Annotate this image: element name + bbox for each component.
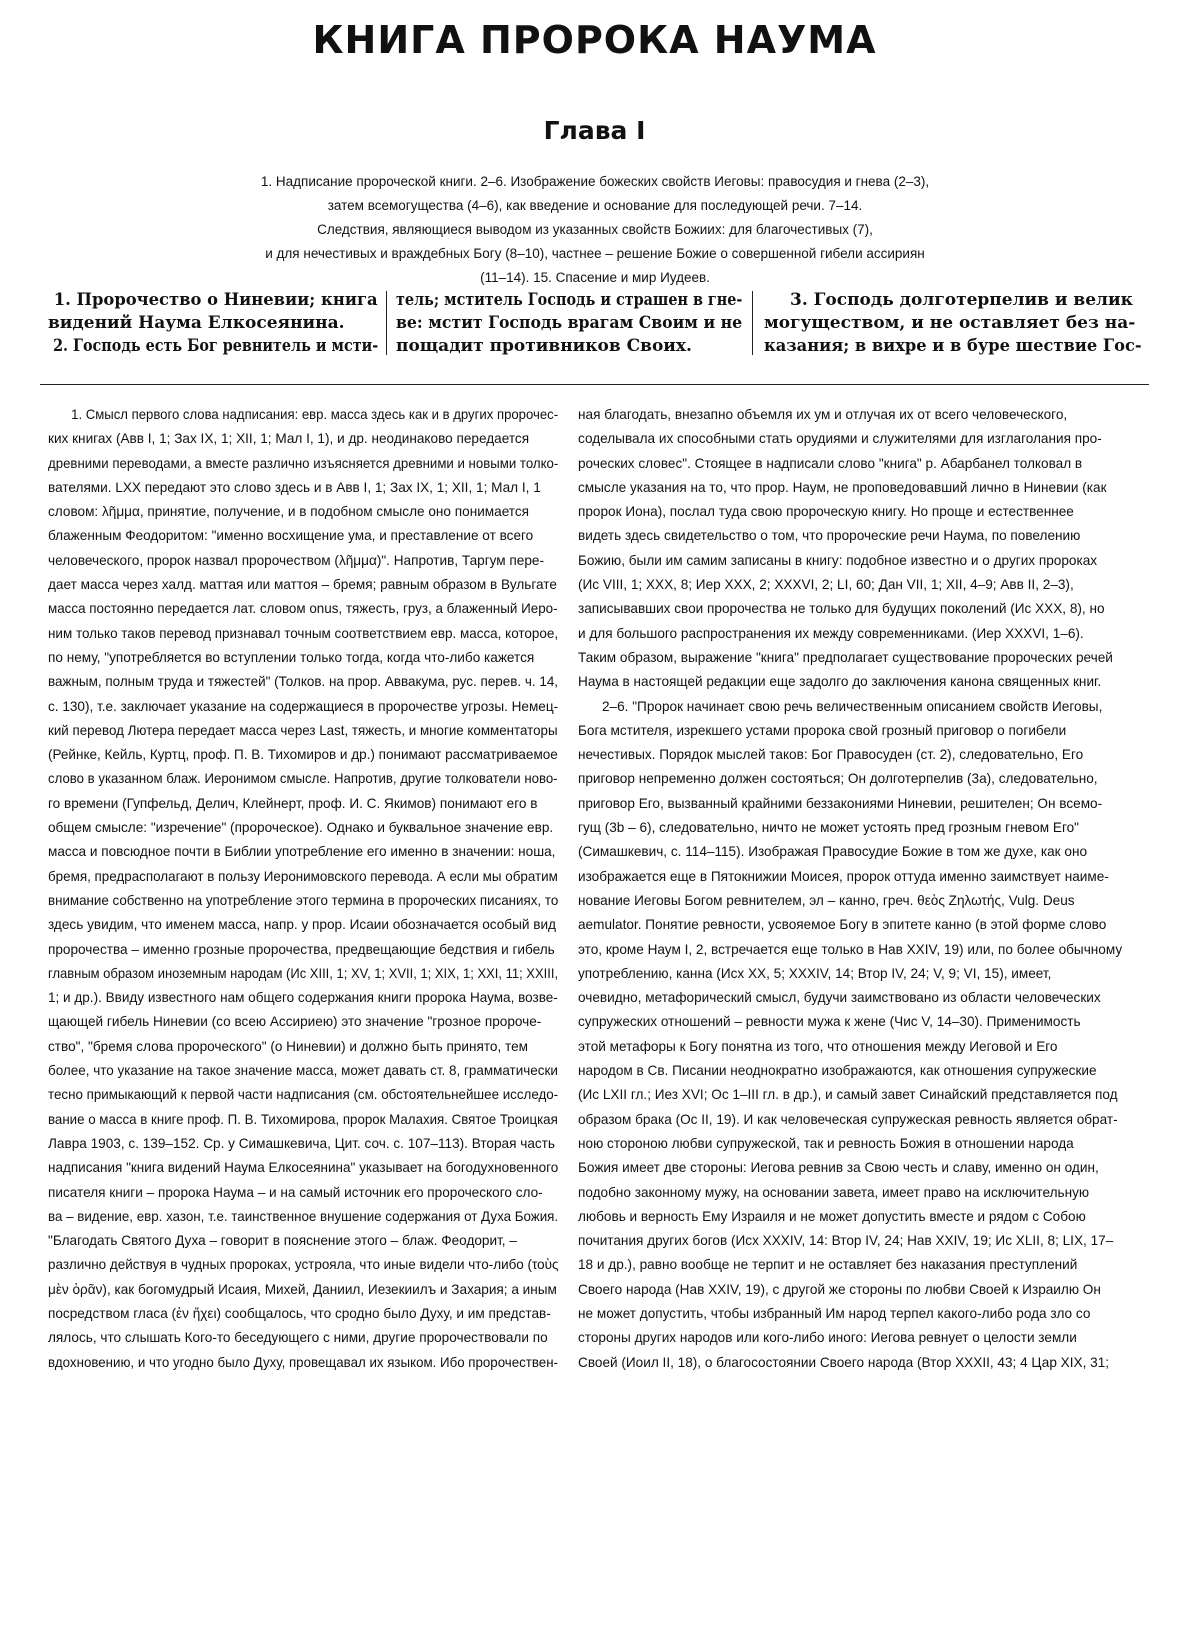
verse-line: тель; мститель Господь и страшен в гне-: [396, 290, 743, 310]
commentary-line: различно действуя в чудных пророках, устрояла, что иные видели что-либо (τοὺς: [48, 1257, 559, 1273]
commentary-line: блаженным Феодоритом: "именно восхищение ума, и преставление от всего: [48, 528, 534, 544]
commentary-line: масса постоянно передается лат. словом onus, тяжесть, груз, а блаженный Иеро-: [48, 601, 558, 617]
verse-line: 1. Пророчество о Ниневии; книга: [53, 290, 378, 310]
commentary-line: Своей (Иоил II, 18), о благосостоянии Своего народа (Втор XXXII, 43; 4 Цар XIX, 31;: [578, 1354, 1110, 1370]
commentary-line: внимание собственно на употребление этого термина в пророческих писаниях, то: [48, 892, 559, 908]
commentary-line: кий перевод Лютера передает масса через Last, тяжесть, и многие комментаторы: [48, 722, 558, 738]
commentary-line: aemulator. Понятие ревности, усвояемое Богу в эпитете канно (в этой форме слово: [578, 917, 1107, 933]
commentary-line: вание о масса в книге проф. П. В. Тихомирова, пророк Малахия. Святое Троицкая: [48, 1111, 558, 1127]
commentary-line: вдохновению, и что угодно было Духу, провещавал их языком. Ибо пророчествен-: [48, 1354, 558, 1370]
summary-line: затем всемогущества (4–6), как введение и основание для последующей речи. 7–14.: [327, 198, 863, 213]
commentary-line: пророчества – именно грозные пророчества, предвещающие бедствия и гибель: [48, 941, 555, 957]
summary-line: и для нечестивых и враждебных Богу (8–10), частнее – решение Божие о совершенной гибели ассириян: [265, 246, 925, 261]
commentary-line: гущ (3b – 6), следовательно, ничто не может устоять пред грозным гневом Его": [578, 820, 1080, 836]
commentary-line: 2–6. "Пророк начинает свою речь величественным описанием свойств Иеговы,: [602, 698, 1103, 714]
commentary-line: ство", "бремя слова пророческого" (о Ниневии) и должно быть принято, тем: [48, 1038, 528, 1054]
commentary-line: ная благодать, внезапно объемля их ум и отлучая их от всего человеческого,: [578, 407, 1068, 422]
commentary-line: очевидно, метафорический смысл, будучи заимствовано из области человеческих: [578, 990, 1101, 1006]
commentary-line: ких книгах (Авв I, 1; Зах IX, 1; XII, 1; Мал I, 1), и др. неодинаково передается: [48, 431, 530, 447]
commentary-line: тесно примыкающий к первой части надписания (см. обстоятельнейшее исследо-: [48, 1087, 559, 1103]
commentary-line: 1. Смысл первого слова надписания: евр. масса здесь как и в других пророчес-: [71, 407, 559, 422]
verse-line: 2. Господь есть Бог ревнитель и мсти-: [53, 336, 379, 356]
commentary-line: (Рейнке, Кейль, Куртц, проф. П. В. Тихомиров и др.) понимают рассматриваемое: [48, 747, 558, 763]
commentary-line: Лавра 1903, с. 139–152. Ср. у Симашкевича, Цит. соч. с. 107–113). Вторая часть: [48, 1135, 555, 1151]
commentary-line: вателями. LXX передают это слово здесь и в Авв I, 1; Зах IX, 1; XII, 1; Мал I, 1: [48, 479, 541, 495]
commentary-line: пророк Иона), послал туда свою пророческую книгу. Но проще и естественнее: [578, 504, 1074, 520]
chapter-summary: [180, 170, 1010, 290]
commentary-line: ва – видение, евр. хазон, т.е. таинственное внушение содержания от Духа Божия.: [48, 1208, 559, 1224]
commentary-line: нование Иеговы Богом ревнителем, эл – канно, греч. θεὸς Ζηλωτής, Vulg. Deus: [578, 892, 1075, 908]
verse-line: казания; в вихре и в буре шествие Гос-: [764, 336, 1142, 356]
commentary-line: общем смысле: "изречение" (пророческое). Однако и буквальное значение евр.: [48, 820, 554, 836]
commentary-line: нечестивых. Порядок мыслей таков: Бог Правосуден (ст. 2), следовательно, Его: [578, 747, 1084, 763]
section-divider: [40, 384, 1149, 385]
verse-column-rule: [386, 291, 387, 355]
verse-line: могуществом, и не оставляет без на-: [764, 313, 1136, 333]
commentary-line: писателя книги – пророка Наума – и на самый источник его пророческого сло-: [48, 1184, 543, 1200]
commentary-line: лялось, что слышать Кого-то беседующего с ними, другие пророчествовали по: [48, 1330, 548, 1346]
commentary-line: приговор Его, вызванный крайними беззакониями Ниневии, решителен; Он всемо-: [578, 795, 1103, 811]
commentary-line: изображается еще в Пятокнижии Моисея, пророк оттуда именно заимствует наиме-: [578, 868, 1109, 884]
verse-column-1: [48, 289, 378, 358]
commentary-line: ною стороною любви супружеской, так и ревность Божия в отношении народа: [578, 1135, 1074, 1151]
commentary-line: Божия имеет две стороны: Иегова ревнив за Свою честь и славу, именно он один,: [578, 1160, 1099, 1176]
commentary-line: Наума в настоящей редакции еще задолго до заключения канона священных книг.: [578, 674, 1102, 690]
commentary-line: Своего народа (Нав XXIV, 19), с другой же стороны по любви Своей к Израилю Он: [578, 1281, 1101, 1297]
commentary-line: 18 и др.), равно вообще не терпит и не оставляет без наказания преступлений: [578, 1257, 1078, 1273]
verse-line: ве: мстит Господь врагам Своим и не: [396, 313, 743, 333]
commentary-line: роческих словес". Стоящее в надписали слово "книга" р. Абарбанел толковал в: [578, 455, 1083, 471]
commentary-line: 1; и др.). Ввиду известного нам общего содержания книги пророка Наума, возве-: [48, 990, 558, 1006]
commentary-line: записывавших свои пророчества не только для будущих поколений (Ис XXX, 8), но: [578, 601, 1105, 617]
commentary-line: приговор непременно должен состояться; Он долготерпелив (3а), следовательно,: [578, 771, 1098, 787]
commentary-line: μὲν ὁρᾶν), как богомудрый Исаия, Михей, Даниил, Иезекиилъ и Захария; а иным: [48, 1281, 557, 1297]
commentary-line: масса и повсюдное почти в Библии употребление его именно в значении: ноша,: [48, 844, 556, 860]
commentary-line: Божию, были им самим записаны в книгу: подобное известно и о других пророках: [578, 552, 1098, 568]
verse-column-3: [764, 289, 1142, 358]
verse-column-rule: [752, 291, 753, 355]
commentary-line: надписания "книга видений Наума Елкосеянина" указывает на богодухновенного: [48, 1160, 559, 1176]
commentary-line: любовь и верность Ему Израиля и не может допустить вместе и рядом с Собою: [578, 1208, 1086, 1224]
commentary-line: ним только таков перевод признавал точным соответствием евр. масса, которое,: [48, 625, 559, 641]
commentary-line: Бога мстителя, изрекшего устами пророка свой грозный приговор о погибели: [578, 722, 1067, 738]
commentary-line: стороны других народов или кого-либо иного: Иегова ревнует о целости земли: [578, 1330, 1077, 1346]
commentary-line: Таким образом, выражение "книга" предполагает существование пророческих речей: [578, 649, 1113, 665]
commentary-left-column: [48, 403, 558, 1375]
commentary-line: дает масса через халд. маттая или маттоя – бремя; равным образом в Вульгате: [48, 577, 557, 593]
book-title: КНИГА ПРОРОКА НАУМА: [312, 18, 877, 62]
commentary-line: почитания других богов (Исх XXXIV, 14: Втор IV, 24; Нав XXIV, 19; Ис XLII, 8; LIX, 17–: [578, 1233, 1114, 1249]
commentary-line: супружеских отношений – ревности мужа к жене (Чис V, 14–30). Применимость: [578, 1014, 1081, 1030]
commentary-line: здесь увидим, что именем масса, напр. у прор. Исаии обозначается особый вид: [48, 917, 556, 933]
commentary-line: "Благодать Святого Духа – говорит в пояснение этого – блаж. Феодорит, –: [48, 1233, 517, 1249]
commentary-line: не может допустить, чтобы избранный Им народ терпел какого-либо рода зло со: [578, 1305, 1091, 1321]
commentary-line: древними переводами, а вместе различно изъясняется древними и новыми толко-: [48, 455, 559, 471]
commentary-line: главным образом иноземным народам (Ис XIII, 1; XV, 1; XVII, 1; XIX, 1; XXI, 11; XXIII,: [48, 965, 559, 981]
commentary-line: народом в Св. Писании неоднократно изображаются, как отношения супружеские: [578, 1063, 1097, 1079]
commentary-line: важным, полным труда и тяжестей" (Толков. на прор. Аввакума, рус. перев. ч. 14,: [48, 674, 559, 690]
commentary-line: словом: λῆμμα, принятие, получение, и в подобном смысле оно понимается: [48, 504, 530, 520]
commentary-line: образом брака (Ос II, 19). И как человеческая супружеская ревность является обрат-: [578, 1111, 1118, 1127]
commentary-line: посредством гласа (ἐν ἤχει) сообщалось, что сродно было Духу, и им представ-: [48, 1305, 551, 1321]
scripture-verses: [48, 289, 1141, 359]
chapter-title: Глава I: [543, 116, 646, 145]
verse-line: 3. Господь долготерпелив и велик: [790, 290, 1133, 310]
commentary-line: (Симашкевич, с. 114–115). Изображая Правосудие Божие в том же духе, как оно: [578, 844, 1088, 860]
commentary-line: бремя, предрасполагают в пользу Иеронимовского перевода. А если мы обратим: [48, 868, 558, 884]
summary-line: 1. Надписание пророческой книги. 2–6. Изображение божеских свойств Иеговы: правосудия и гнева (2–3),: [260, 174, 930, 189]
commentary-line: щающей гибель Ниневии (со всею Ассириею) это значение "грозное пророче-: [48, 1014, 542, 1030]
commentary-line: этой метафоры к Богу понятна из того, что отношения между Иеговой и Его: [578, 1038, 1058, 1054]
commentary-line: (Ис LXII гл.; Иез XVI; Ос 1–III гл. в др.), и самый завет Синайский представляется под: [578, 1087, 1118, 1103]
commentary-line: с. 130), т.е. заключает указание на содержащиеся в пророчестве угрозы. Немец-: [48, 698, 559, 714]
commentary-line: это, кроме Наум I, 2, встречается еще только в Нав XXIV, 19) или, по более обычному: [578, 941, 1123, 957]
commentary-line: видеть здесь свидетельство о том, что пророческие речи Наума, по повелению: [578, 528, 1081, 544]
commentary-line: соделывала их способными стать орудиями и служителями для изглаголания про-: [578, 431, 1102, 447]
commentary-line: человеческого, пророк назвал пророчеством (λῆμμα)". Напротив, Таргум пере-: [48, 552, 544, 568]
commentary-line: (Ис VIII, 1; XXX, 8; Иер XXX, 2; XXXVI, 2; LI, 60; Дан VII, 1; XII, 4–9; Авв II, 2–3),: [578, 577, 1074, 593]
commentary-line: подобно законному мужу, на основании завета, имеет право на исключительную: [578, 1184, 1090, 1200]
commentary-line: слово в указанном блаж. Иеронимом смысле. Напротив, другие толкователи ново-: [48, 771, 558, 787]
summary-line: (11–14). 15. Спасение и мир Иудеев.: [480, 270, 710, 285]
commentary-line: по нему, "употребляется во вступлении только тогда, когда что-либо кажется: [48, 649, 535, 665]
commentary-line: го времени (Гупфельд, Делич, Клейнерт, проф. И. С. Якимов) понимают его в: [48, 795, 538, 811]
commentary-right-column: [578, 403, 1138, 1375]
summary-line: Следствия, являющиеся выводом из указанных свойств Божиих: для благочестивых (7),: [317, 222, 873, 237]
verse-line: пощадит противников Своих.: [396, 336, 692, 356]
verse-line: видений Наума Елкосеянина.: [48, 313, 345, 333]
commentary-line: и для большого распространения их между современниками. (Иер XXXVI, 1–6).: [578, 625, 1084, 641]
commentary-line: употреблению, канна (Исх XX, 5; XXXIV, 14; Втор IV, 24; V, 9; VI, 15), имеет,: [578, 965, 1052, 981]
commentary-line: более, что указание на такое значение масса, может давать ст. 8, грамматически: [48, 1063, 558, 1079]
verse-column-2: [396, 289, 742, 358]
commentary-line: смысле указания на то, что прор. Наум, не проповедовавший лично в Ниневии (как: [578, 479, 1107, 495]
